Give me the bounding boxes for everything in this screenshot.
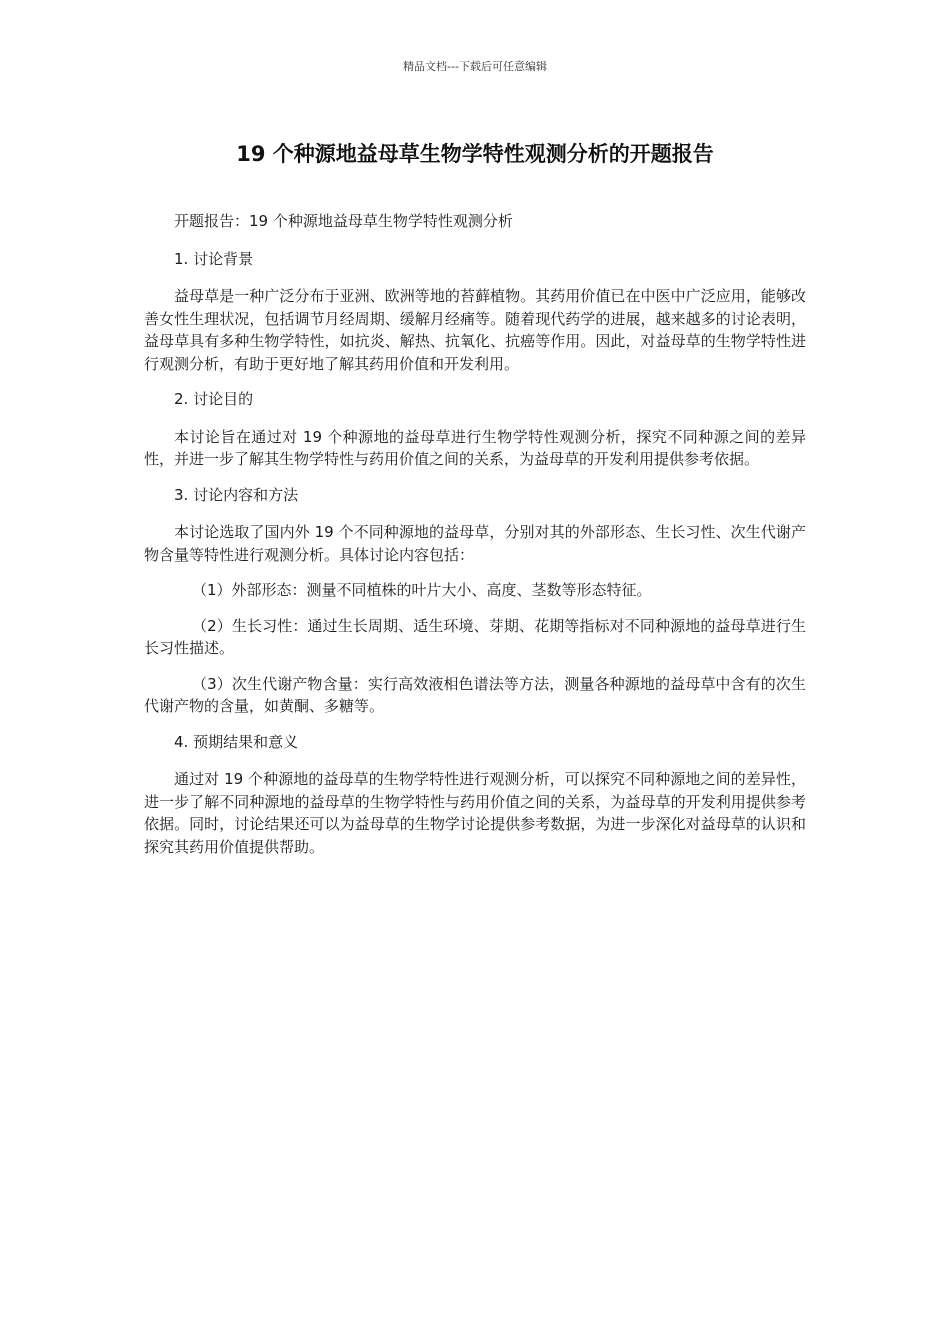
report-intro: 开题报告：19 个种源地益母草生物学特性观测分析: [174, 212, 513, 230]
section-heading-methods: 3. 讨论内容和方法: [174, 485, 299, 504]
section-heading-background: 1. 讨论背景: [174, 249, 254, 268]
paragraph-purpose: 本讨论旨在通过对 19 个种源地的益母草进行生物学特性观测分析，探究不同种源之间的差异性，并进一步了解其生物学特性与药用价值之间的关系，为益母草的开发利用提供参考依据。: [144, 427, 806, 468]
paragraph-expected-results: 通过对 19 个种源地的益母草的生物学特性进行观测分析，可以探究不同种源地之间的差异性，进一步了解不同种源地的益母草的生物学特性与药用价值之间的关系，为益母草的开发利用提供参考依据。同时，讨论结果还可以为益母草的生物学讨论提供参考数据，为进一步深化对益母草的认识和探究其药用价值提供帮助。: [144, 770, 806, 856]
method-item-morphology: （1）外部形态：测量不同植株的叶片大小、高度、茎数等形态特征。: [192, 581, 652, 599]
paragraph-background: 益母草是一种广泛分布于亚洲、欧洲等地的苔藓植物。其药用价值已在中医中广泛应用，能够改善女性生理状况，包括调节月经周期、缓解月经痛等。随着现代药学的进展，越来越多的讨论表明，益母草具有多种生物学特性，如抗炎、解热、抗氧化、抗癌等作用。因此，对益母草的生物学特性进行观测分析，有助于更好地了解其药用价值和开发利用。: [144, 287, 806, 373]
page-header-note: 精品文档---下载后可任意编辑: [403, 60, 547, 73]
document-body: [144, 210, 806, 871]
paragraph-methods: 本讨论选取了国内外 19 个不同种源地的益母草，分别对其的外部形态、生长习性、次生代谢产物含量等特性进行观测分析。具体讨论内容包括：: [144, 523, 806, 564]
method-item-growth-habit: （2）生长习性：通过生长周期、适生环境、芽期、花期等指标对不同种源地的益母草进行生长习性描述。: [144, 616, 806, 657]
section-heading-expected-results: 4. 预期结果和意义: [174, 732, 299, 751]
section-heading-purpose: 2. 讨论目的: [174, 390, 254, 408]
document-title: 19 个种源地益母草生物学特性观测分析的开题报告: [236, 142, 714, 166]
method-item-metabolites: （3）次生代谢产物含量：实行高效液相色谱法等方法，测量各种源地的益母草中含有的次生代谢产物的含量，如黄酮、多糖等。: [144, 674, 806, 715]
